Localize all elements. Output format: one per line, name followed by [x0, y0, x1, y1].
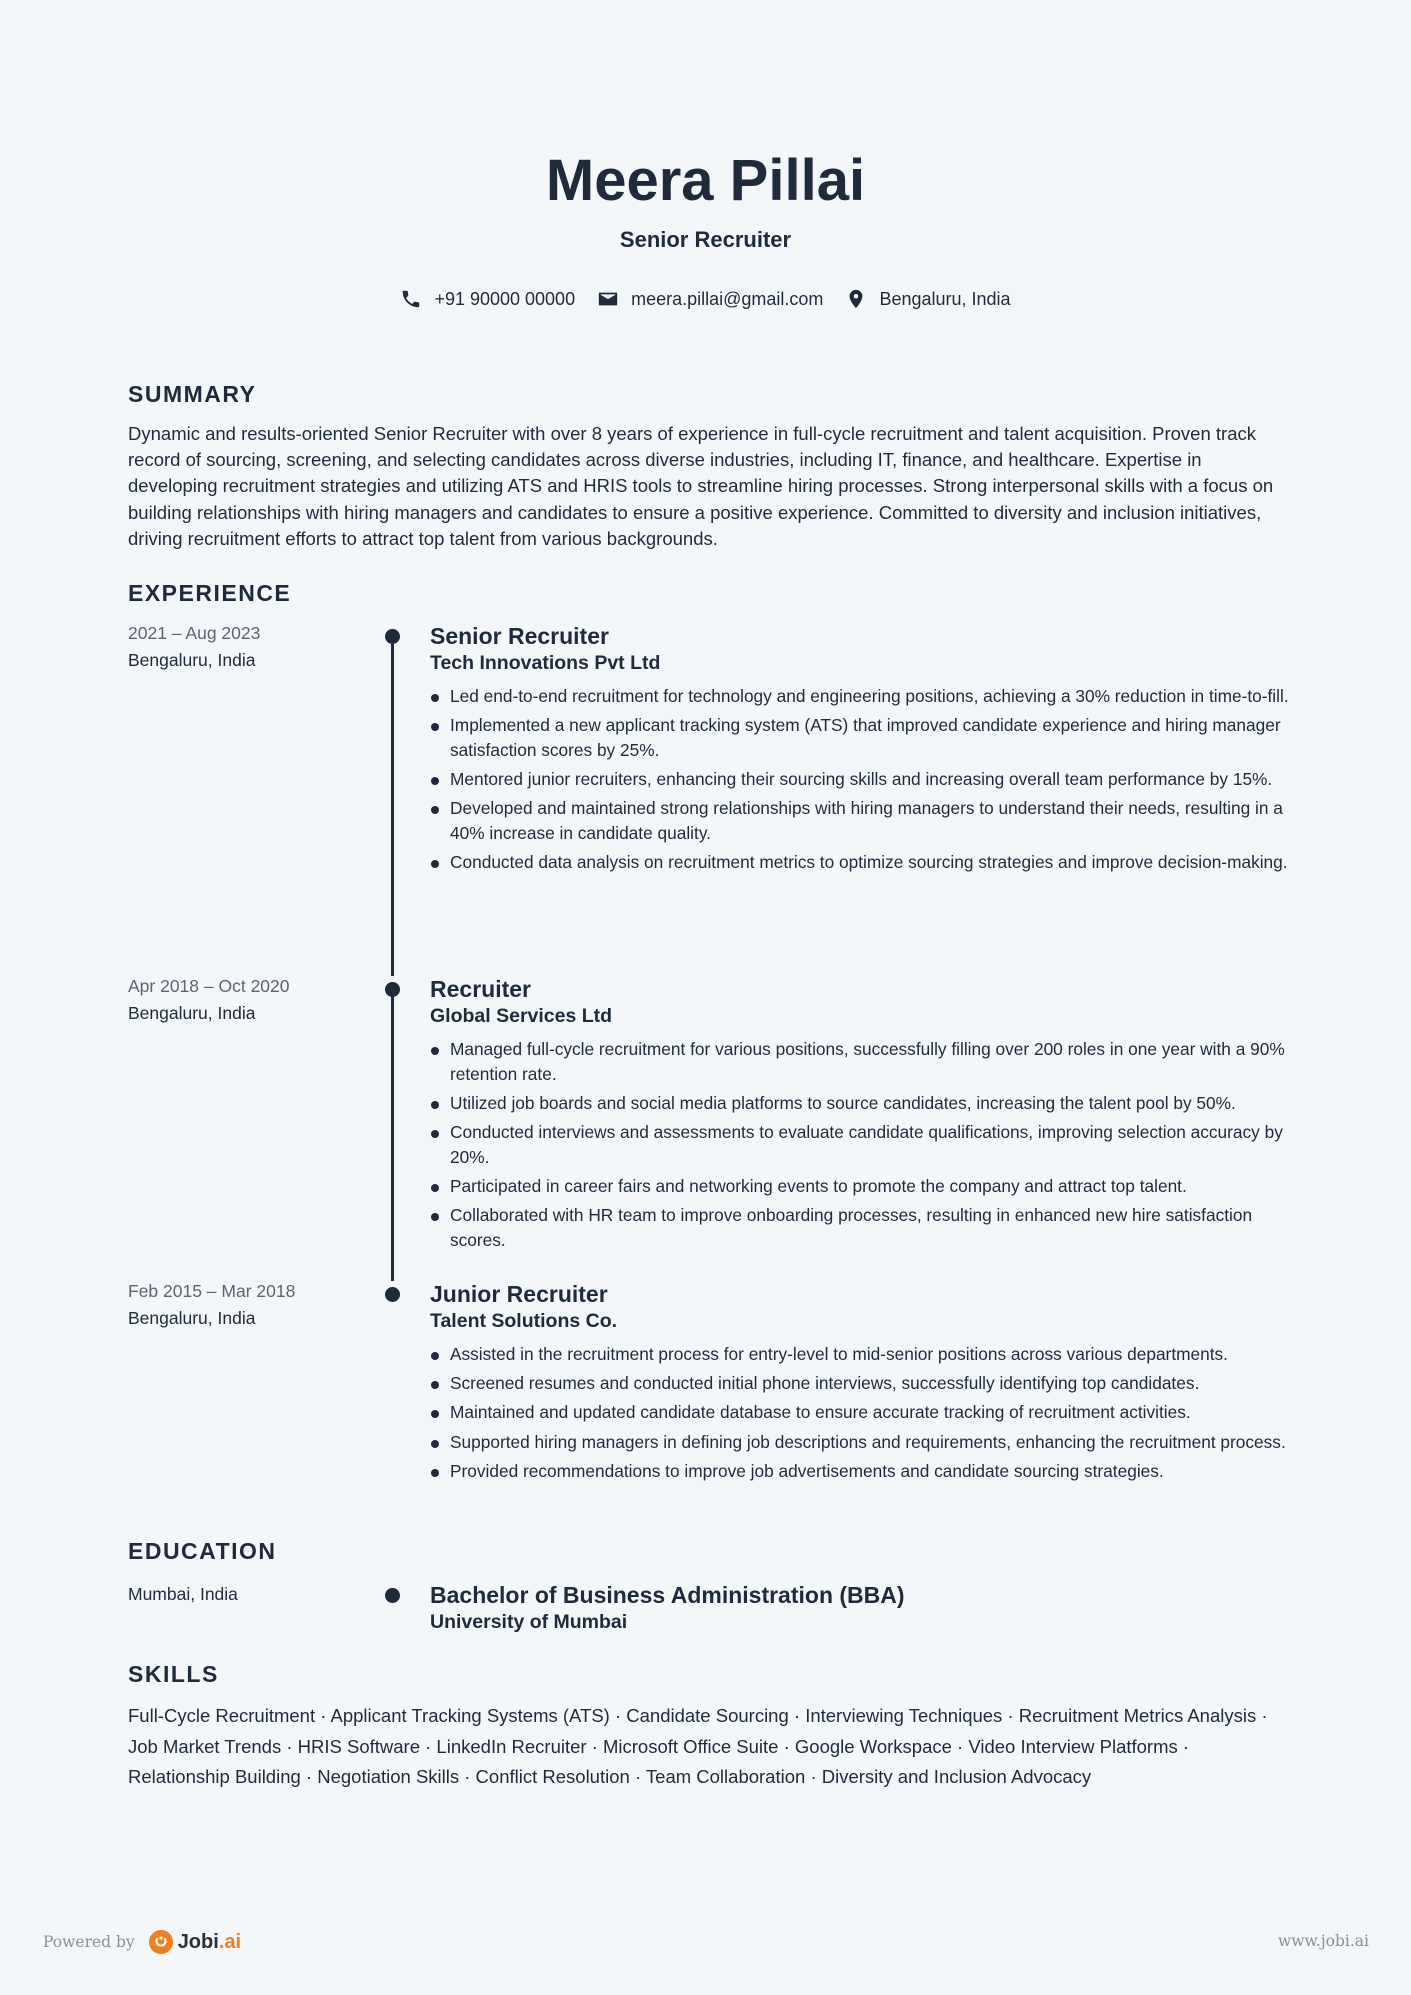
job-bullet: Utilized job boards and social media platforms to source candidates, increasing the talent pool by 50%. [430, 1091, 1290, 1116]
email-icon [597, 288, 619, 310]
powered-by-label: Powered by [43, 1933, 135, 1951]
education-degree: Bachelor of Business Administration (BBA) [430, 1582, 905, 1608]
job-meta [128, 620, 358, 674]
job-meta [128, 1278, 358, 1332]
job-meta [128, 973, 358, 1027]
section-title-education: EDUCATION [128, 1538, 277, 1564]
timeline-line [391, 638, 394, 976]
job-title: Senior Recruiter [430, 623, 609, 649]
timeline-dot [385, 1287, 400, 1302]
job-date: Feb 2015 – Mar 2018 [128, 1281, 296, 1301]
section-title-skills: SKILLS [128, 1661, 219, 1687]
section-title-summary: SUMMARY [128, 381, 257, 407]
education-school: University of Mumbai [430, 1611, 628, 1633]
job-company: Global Services Ltd [430, 1005, 613, 1027]
summary-text: Dynamic and results-oriented Senior Recruiter with over 8 years of experience in full-cycle recruitment and talent acquisition. Proven track record of sourcing, screening, and selecting candidates across diverse industries, including IT, finance, and healthcare. Expertise in developing recruitment strategies and utilizing ATS and HRIS tools to streamline hiring processes. Strong interpersonal skills with a focus on building relationships with hiring managers and candidates to ensure a positive experience. Committed to diversity and inclusion initiatives, driving recruitment efforts to attract top talent from various backgrounds. [128, 423, 1274, 549]
job-title: Junior Recruiter [430, 1281, 608, 1307]
job-bullets [430, 1037, 1290, 1253]
education-location: Mumbai, India [128, 1584, 238, 1604]
job-bullet: Managed full-cycle recruitment for various positions, successfully filling over 200 roles in one year with a 90% retention rate. [430, 1037, 1290, 1087]
job-bullet: Collaborated with HR team to improve onboarding processes, resulting in enhanced new hire satisfaction scores. [430, 1203, 1290, 1253]
job-date: 2021 – Aug 2023 [128, 623, 261, 643]
job-entry [430, 1280, 1290, 1488]
job-bullet: Led end-to-end recruitment for technology and engineering positions, achieving a 30% reduction in time-to-fill. [430, 684, 1290, 709]
brand-logo[interactable] [149, 1930, 241, 1954]
timeline-dot [385, 1588, 400, 1603]
timeline-line [391, 991, 394, 1281]
job-bullet: Conducted data analysis on recruitment metrics to optimize sourcing strategies and improve decision-making. [430, 850, 1290, 875]
location-text: Bengaluru, India [879, 288, 1011, 309]
brand-name: Jobi [177, 1930, 219, 1953]
job-bullet: Conducted interviews and assessments to evaluate candidate qualifications, improving selection accuracy by 20%. [430, 1120, 1290, 1170]
skills-list: Full-Cycle Recruitment · Applicant Tracking Systems (ATS) · Candidate Sourcing · Interviewing Techniques · Recruitment Metrics Analysis · Job Market Trends · HRIS Software · LinkedIn Recruiter · Microsoft Office Suite · Google Workspace · Video Interview Platforms · Relationship Building · Negotiation Skills · Conflict Resolution · Team Collaboration · Diversity and Inclusion Advocacy [128, 1705, 1268, 1787]
contact-phone [400, 288, 575, 310]
job-bullet: Maintained and updated candidate database to ensure accurate tracking of recruitment activities. [430, 1400, 1290, 1425]
brand-accent: .ai [218, 1930, 242, 1953]
job-bullet: Participated in career fairs and networking events to promote the company and attract top talent. [430, 1174, 1290, 1199]
job-bullet: Assisted in the recruitment process for entry-level to mid-senior positions across various departments. [430, 1342, 1290, 1367]
timeline-dot [385, 982, 400, 997]
section-title-experience: EXPERIENCE [128, 580, 292, 606]
education-meta [128, 1581, 358, 1608]
job-company: Tech Innovations Pvt Ltd [430, 652, 661, 674]
phone-text: +91 90000 00000 [434, 288, 576, 309]
contact-bar [0, 288, 1411, 310]
contact-location [845, 288, 1010, 310]
contact-email [597, 288, 823, 310]
job-entry [430, 622, 1290, 880]
job-bullet: Screened resumes and conducted initial phone interviews, successfully identifying top candidates. [430, 1371, 1290, 1396]
email-text: meera.pillai@gmail.com [631, 288, 824, 309]
education-entry [430, 1581, 1290, 1635]
job-company: Talent Solutions Co. [430, 1310, 618, 1332]
jobi-logo-icon [149, 1930, 173, 1954]
location-pin-icon [845, 288, 867, 310]
job-bullet: Developed and maintained strong relationships with hiring managers to understand their needs, resulting in a 40% increase in candidate quality. [430, 796, 1290, 846]
job-date: Apr 2018 – Oct 2020 [128, 976, 290, 996]
candidate-role: Senior Recruiter [619, 227, 792, 252]
job-location: Bengaluru, India [128, 650, 256, 670]
timeline-dot [385, 629, 400, 644]
job-bullet: Implemented a new applicant tracking system (ATS) that improved candidate experience and hiring manager satisfaction scores by 25%. [430, 713, 1290, 763]
job-bullets [430, 1342, 1290, 1484]
job-bullet: Supported hiring managers in defining job descriptions and requirements, enhancing the recruitment process. [430, 1430, 1290, 1455]
candidate-name: Meera Pillai [545, 148, 866, 213]
job-entry [430, 975, 1290, 1257]
powered-by [43, 1930, 241, 1954]
job-bullet: Provided recommendations to improve job advertisements and candidate sourcing strategies. [430, 1459, 1290, 1484]
job-bullet: Mentored junior recruiters, enhancing their sourcing skills and increasing overall team performance by 15%. [430, 767, 1290, 792]
job-title: Recruiter [430, 976, 531, 1002]
phone-icon [400, 288, 422, 310]
job-location: Bengaluru, India [128, 1003, 256, 1023]
job-location: Bengaluru, India [128, 1308, 256, 1328]
job-bullets [430, 684, 1290, 875]
site-link[interactable]: www.jobi.ai [1277, 1932, 1369, 1950]
